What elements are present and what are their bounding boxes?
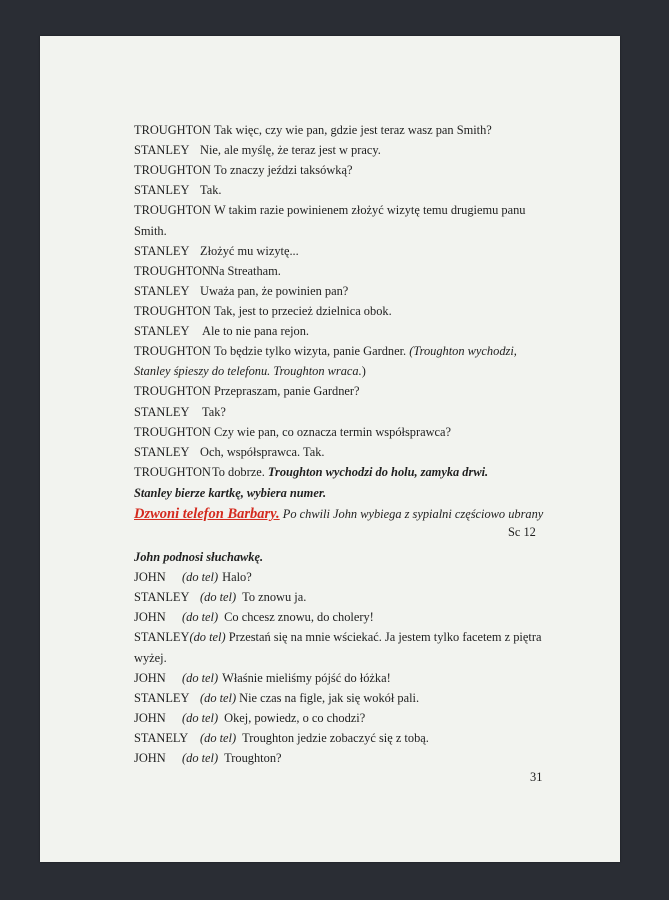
speaker: TROUGHTON [134,264,211,278]
scene-marker: Sc 12 [508,525,536,539]
line-text: Troughton jedzie zobaczyć się z tobą. [242,731,429,745]
line-text: Przestań się na mnie wściekać. Ja jestem tylko facetem z piętra [228,630,542,644]
speaker: STANLEY [134,590,190,604]
line-text: To będzie tylko wizyta, panie Gardner. [214,344,407,358]
line-text: Tak, jest to przecież dzielnica obok. [214,304,392,318]
dialogue-line [134,589,306,605]
dialogue-line [134,569,252,585]
dialogue-continuation [134,650,167,666]
speaker: JOHN [134,751,166,765]
stage-direction-bold: Stanley bierze kartkę, wybiera numer. [134,486,327,500]
dialogue-line [134,383,360,399]
dialogue-line [134,609,374,625]
dialogue-line [134,142,381,158]
speaker: TROUGHTON [134,163,211,177]
line-text: Na Streatham. [210,264,281,278]
line-text: Nie, ale myślę, że teraz jest w pracy. [200,143,381,157]
parenthetical: (do tel) [200,590,237,604]
stage-direction: Po chwili John wybiega z sypialni częściowo ubrany [282,507,544,521]
line-text: Smith. [134,224,167,238]
parenthetical: (do tel) [200,731,237,745]
speaker: STANLEY [134,324,190,338]
speaker: JOHN [134,711,166,725]
line-text: Złożyć mu wizytę... [200,244,299,258]
parenthetical: (do tel) [182,711,219,725]
line-text: Ale to nie pana rejon. [202,324,310,338]
dialogue-line [134,690,419,706]
dialogue-line [134,444,325,460]
line-text: To znaczy jeździ taksówką? [214,163,353,177]
parenthetical: (do tel) [200,691,237,705]
line-text: Och, współsprawca. Tak. [200,445,325,459]
dialogue-line [134,710,365,726]
dialogue-line [134,404,226,420]
parenthetical: (do tel) [182,671,219,685]
dialogue-line [134,263,281,279]
dialogue-line [134,464,488,480]
speaker: JOHN [134,671,166,685]
line-text: To znowu ja. [242,590,307,604]
speaker: TROUGHTON [134,304,211,318]
dialogue-line [134,162,352,178]
speaker: TROUGHTON [134,123,211,137]
speaker: JOHN [134,570,166,584]
page-number: 31 [530,770,543,784]
speaker: STANELY [134,731,189,745]
speaker: TROUGHTON [134,465,211,479]
line-text: wyżej. [134,651,167,665]
parenthetical: (do tel) [182,570,219,584]
line-text: W takim razie powinienem złożyć wizytę temu drugiemu panu [214,203,526,217]
line-text: Tak. [200,183,222,197]
speaker: STANLEY [134,244,190,258]
dialogue-line [134,343,517,359]
dialogue-line [134,243,299,259]
line-text: Nie czas na figle, jak się wokół pali. [239,691,420,705]
dialogue-line [134,182,222,198]
dialogue-line [134,202,526,218]
speaker: STANLEY [134,183,190,197]
script-page [40,36,620,862]
line-text: Właśnie mieliśmy pójść do łóżka! [222,671,391,685]
stage-direction: Stanley śpieszy do telefonu. Troughton wraca. [134,364,362,378]
speaker: JOHN [134,610,166,624]
parenthetical: (do tel) [182,610,219,624]
stage-direction-line [134,485,326,501]
dialogue-line [134,303,392,319]
line-text: ) [361,364,366,378]
speaker: TROUGHTON [134,203,211,217]
line-text: Tak więc, czy wie pan, gdzie jest teraz wasz pan Smith? [214,123,492,137]
stage-direction-line [134,549,263,565]
dialogue-line [134,670,391,686]
speaker: TROUGHTON [134,384,211,398]
stage-direction: (Troughton wychodzi, [409,344,517,358]
speaker: STANLEY [134,630,190,644]
dialogue-continuation [134,223,167,239]
line-text: Troughton? [224,751,282,765]
stage-direction-bold: John podnosi słuchawkę. [134,550,264,564]
line-text: To dobrze. [212,465,265,479]
phone-cue: Dzwoni telefon Barbary. [134,506,280,522]
line-text: Tak? [202,405,226,419]
stage-direction-bold: Troughton wychodzi do holu, zamyka drwi. [267,465,489,479]
speaker: STANLEY [134,284,190,298]
speaker: TROUGHTON [134,425,211,439]
dialogue-line [134,629,541,645]
cue-line [134,506,543,522]
speaker: TROUGHTON [134,344,211,358]
parenthetical: (do tel) [189,630,226,644]
dialogue-line [134,730,429,746]
line-text: Okej, powiedz, o co chodzi? [224,711,366,725]
speaker: STANLEY [134,691,190,705]
speaker: STANLEY [134,405,190,419]
line-text: Przepraszam, panie Gardner? [214,384,360,398]
speaker: STANLEY [134,445,190,459]
dialogue-line [134,122,492,138]
dialogue-line [134,424,451,440]
line-text: Czy wie pan, co oznacza termin współsprawca? [214,425,452,439]
parenthetical: (do tel) [182,751,219,765]
dialogue-line [134,750,282,766]
line-text: Uważa pan, że powinien pan? [200,284,349,298]
speaker: STANLEY [134,143,190,157]
dialogue-line [134,283,348,299]
line-text: Co chcesz znowu, do cholery! [224,610,374,624]
dialogue-line [134,323,309,339]
stage-direction-line [134,363,366,379]
line-text: Halo? [222,570,252,584]
